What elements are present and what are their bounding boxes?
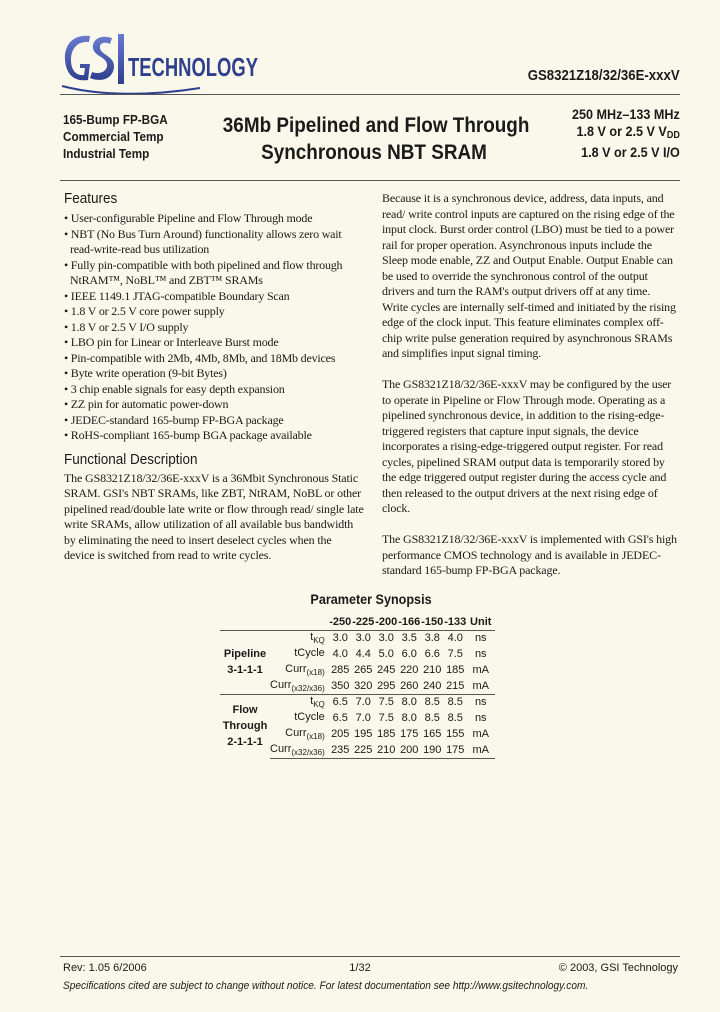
row-label: Curr$_{(x32/x36)}$ xyxy=(270,742,329,758)
value-cell: 215 xyxy=(444,678,467,694)
table-header-row xyxy=(220,614,495,630)
io-line: 1.8 V or 2.5 V I/O xyxy=(581,144,680,160)
page-number: 1/32 xyxy=(349,962,371,974)
value-cell: 3.0 xyxy=(352,630,375,646)
row-label: tCycle xyxy=(294,646,325,659)
unit-cell: ns xyxy=(467,694,495,710)
feature-item: • Fully pin-compatible with both pipelined and flow through NtRAM™, NoBL™ and ZBT™ SRAMs xyxy=(64,257,343,287)
column-header: -225 xyxy=(352,615,375,628)
value-cell: 185 xyxy=(377,728,396,740)
package-info xyxy=(63,111,168,162)
value-cell: 285 xyxy=(331,664,350,676)
value-cell: 210 xyxy=(423,664,442,676)
value-cell: 260 xyxy=(398,678,421,694)
value-cell: 7.5 xyxy=(447,648,463,660)
feature-item: • Pin-compatible with 2Mb, 4Mb, 8Mb, and 18Mb devices xyxy=(64,350,336,365)
right-column xyxy=(382,191,678,594)
value-cell: 220 xyxy=(400,664,419,676)
value-cell: 350 xyxy=(329,678,352,694)
value-cell: 210 xyxy=(375,742,398,758)
value-cell: 320 xyxy=(352,678,375,694)
feature-item: • User-configurable Pipeline and Flow Through mode xyxy=(64,211,313,225)
value-cell: 195 xyxy=(354,728,373,740)
mode-label-line: 3-1-1-1 xyxy=(227,664,263,676)
value-cell: 175 xyxy=(444,742,467,758)
table-row xyxy=(220,630,495,646)
temp-line: Industrial Temp xyxy=(63,146,150,161)
value-cell: 8.0 xyxy=(401,712,417,724)
speed-range: 250 MHz–133 MHz xyxy=(572,106,680,122)
value-cell: 8.5 xyxy=(444,694,467,710)
title-line: 36Mb Pipelined and Flow Through xyxy=(222,114,530,137)
feature-item: • IEEE 1149.1 JTAG-compatible Boundary Scan xyxy=(64,288,290,303)
footer-note: Specifications cited are subject to change without notice. For latest documentation see http://www.gsitechnology.com. xyxy=(63,980,589,992)
feature-item: • Byte write operation (9-bit Bytes) xyxy=(64,366,227,380)
feature-item: • 1.8 V or 2.5 V I/O supply xyxy=(64,319,189,334)
title-divider xyxy=(60,180,680,181)
parameter-synopsis-heading: Parameter Synopsis xyxy=(310,591,432,607)
package-line: 165-Bump FP-BGA xyxy=(63,112,168,127)
row-label: Curr$_{(x32/x36)}$ xyxy=(270,678,329,694)
table-body xyxy=(220,630,495,758)
value-cell: 265 xyxy=(354,664,373,676)
value-cell: 8.5 xyxy=(447,712,463,724)
value-cell: 205 xyxy=(331,728,350,740)
column-header: -250 xyxy=(329,615,352,628)
part-number: GS8321Z18/32/36E-xxxV xyxy=(528,67,680,84)
feature-item: • LBO pin for Linear or Interleave Burst mode xyxy=(64,335,279,349)
unit-cell: mA xyxy=(472,664,489,676)
parameter-synopsis-table-wrap xyxy=(220,614,495,759)
feature-item: • ZZ pin for automatic power-down xyxy=(64,397,229,411)
unit-cell: ns xyxy=(474,712,487,724)
column-header: -150 xyxy=(421,615,444,628)
left-column xyxy=(64,190,364,564)
value-cell: 155 xyxy=(446,728,465,740)
value-cell: 3.5 xyxy=(398,630,421,646)
feature-item: • 3 chip enable signals for easy depth expansion xyxy=(64,381,285,396)
revision-info: Rev: 1.05 6/2006 xyxy=(63,962,147,974)
column-header: Unit xyxy=(470,615,492,628)
value-cell: 4.4 xyxy=(355,648,371,660)
value-cell: 3.0 xyxy=(375,630,398,646)
column-header: -133 xyxy=(444,615,467,628)
paragraph: The GS8321Z18/32/36E-xxxV may be configured by the user to operate in Pipeline or Flow Through mode. Operating as a pipelined synchronous device, in addition to the rising-edge-triggered registers that capture input signals, the device incorporates a rising-edge-triggered output register. For read cycles, pipelined SRAM output data is temporarily stored by the edge triggered output register during the access cycle and then released to the output drivers at the next rising edge of clock. xyxy=(382,377,672,515)
value-cell: 225 xyxy=(352,742,375,758)
svg-text:TECHNOLOGY: TECHNOLOGY xyxy=(128,52,258,82)
feature-item: • RoHS-compliant 165-bump BGA package available xyxy=(64,428,312,442)
mode-label-line: Flow xyxy=(232,704,258,717)
column-header: -200 xyxy=(375,615,398,628)
value-cell: 240 xyxy=(421,678,444,694)
value-cell: 3.0 xyxy=(329,630,352,646)
footer-divider xyxy=(60,956,680,957)
speed-voltage-info xyxy=(572,106,680,161)
value-cell: 190 xyxy=(421,742,444,758)
header-divider xyxy=(60,94,680,95)
row-label: Curr$_{(x18)}$ xyxy=(285,662,325,678)
copyright: © 2003, GSI Technology xyxy=(558,962,678,974)
value-cell: 7.5 xyxy=(378,712,394,724)
mode-label-line: Pipeline xyxy=(223,648,267,660)
feature-item: • 1.8 V or 2.5 V core power supply xyxy=(64,304,225,318)
value-cell: 235 xyxy=(329,742,352,758)
paragraph: Because it is a synchronous device, address, data inputs, and read/ write control inputs are captured on the rising edge of the input clock. Burst order control (LBO) must be tied to a power rail for proper operation. Asynchronous inputs include the Sleep mode enable, ZZ and Output Enable. Output Enable can be used to override the synchronous control of the output drivers and turn the RAM's output drivers off at any time. Write cycles are internally self-timed and initiated by the rising edge of the clock input. This feature eliminates complex off-chip write pulse generation required by asynchronous SRAMs and simplifies input signal timing. xyxy=(382,191,676,360)
value-cell: 245 xyxy=(377,664,396,676)
value-cell: 200 xyxy=(398,742,421,758)
value-cell: 6.0 xyxy=(401,648,417,660)
unit-cell: mA xyxy=(467,742,495,758)
value-cell: 6.6 xyxy=(424,648,440,660)
value-cell: 165 xyxy=(423,728,442,740)
row-label: $t_{KQ}$ xyxy=(270,630,329,646)
value-cell: 8.0 xyxy=(398,694,421,710)
title-line: Synchronous NBT SRAM xyxy=(261,141,487,164)
value-cell: 4.0 xyxy=(332,648,348,660)
value-cell: 8.5 xyxy=(421,694,444,710)
feature-item: • NBT (No Bus Turn Around) functionality allows zero wait read-write-read bus utilization xyxy=(64,226,342,256)
mode-label-line: 2-1-1-1 xyxy=(227,736,263,749)
features-list xyxy=(64,211,364,444)
value-cell: 7.0 xyxy=(355,712,371,724)
row-label: $t_{KQ}$ xyxy=(270,694,329,710)
mode-label xyxy=(220,630,270,694)
mode-label-line: Through xyxy=(222,720,268,733)
value-cell: 185 xyxy=(446,664,465,676)
value-cell: 7.0 xyxy=(352,694,375,710)
value-cell: 6.5 xyxy=(329,694,352,710)
mode-label xyxy=(220,694,270,758)
document-title xyxy=(222,112,530,166)
unit-cell: ns xyxy=(474,648,487,660)
value-cell: 175 xyxy=(400,728,419,740)
value-cell: 7.5 xyxy=(375,694,398,710)
feature-item: • JEDEC-standard 165-bump FP-BGA package xyxy=(64,412,284,427)
table-row xyxy=(220,694,495,710)
value-cell: 8.5 xyxy=(424,712,440,724)
row-label: Curr$_{(x18)}$ xyxy=(285,726,325,742)
features-heading: Features xyxy=(64,190,118,207)
value-cell: 5.0 xyxy=(378,648,394,660)
parameter-synopsis-table xyxy=(220,614,495,759)
value-cell: 4.0 xyxy=(444,630,467,646)
unit-cell: mA xyxy=(467,678,495,694)
functional-description-text: The GS8321Z18/32/36E-xxxV is a 36Mbit Synchronous Static SRAM. GSI's NBT SRAMs, like ZBT, NtRAM, NoBL or other pipelined read/double late write or flow through read/ single late write SRAMs, allow utilization of all available bus bandwidth by eliminating the need to insert deselect cycles when the device is switched from read to write cycles. xyxy=(64,470,364,562)
paragraph: The GS8321Z18/32/36E-xxxV is implemented with GSI's high performance CMOS technology and is available in JEDEC-standard 165-bump FP-BGA package. xyxy=(382,532,677,577)
unit-cell: mA xyxy=(472,728,489,740)
value-cell: 3.8 xyxy=(421,630,444,646)
gsi-technology-logo xyxy=(60,28,265,98)
row-label: tCycle xyxy=(294,710,325,723)
vdd-line: 1.8 V or 2.5 V $V_{DD}$ xyxy=(576,123,680,141)
value-cell: 295 xyxy=(375,678,398,694)
column-header: -166 xyxy=(398,615,421,628)
unit-cell: ns xyxy=(467,630,495,646)
temp-line: Commercial Temp xyxy=(63,129,164,144)
value-cell: 6.5 xyxy=(332,712,348,724)
functional-description-heading: Functional Description xyxy=(64,450,198,468)
